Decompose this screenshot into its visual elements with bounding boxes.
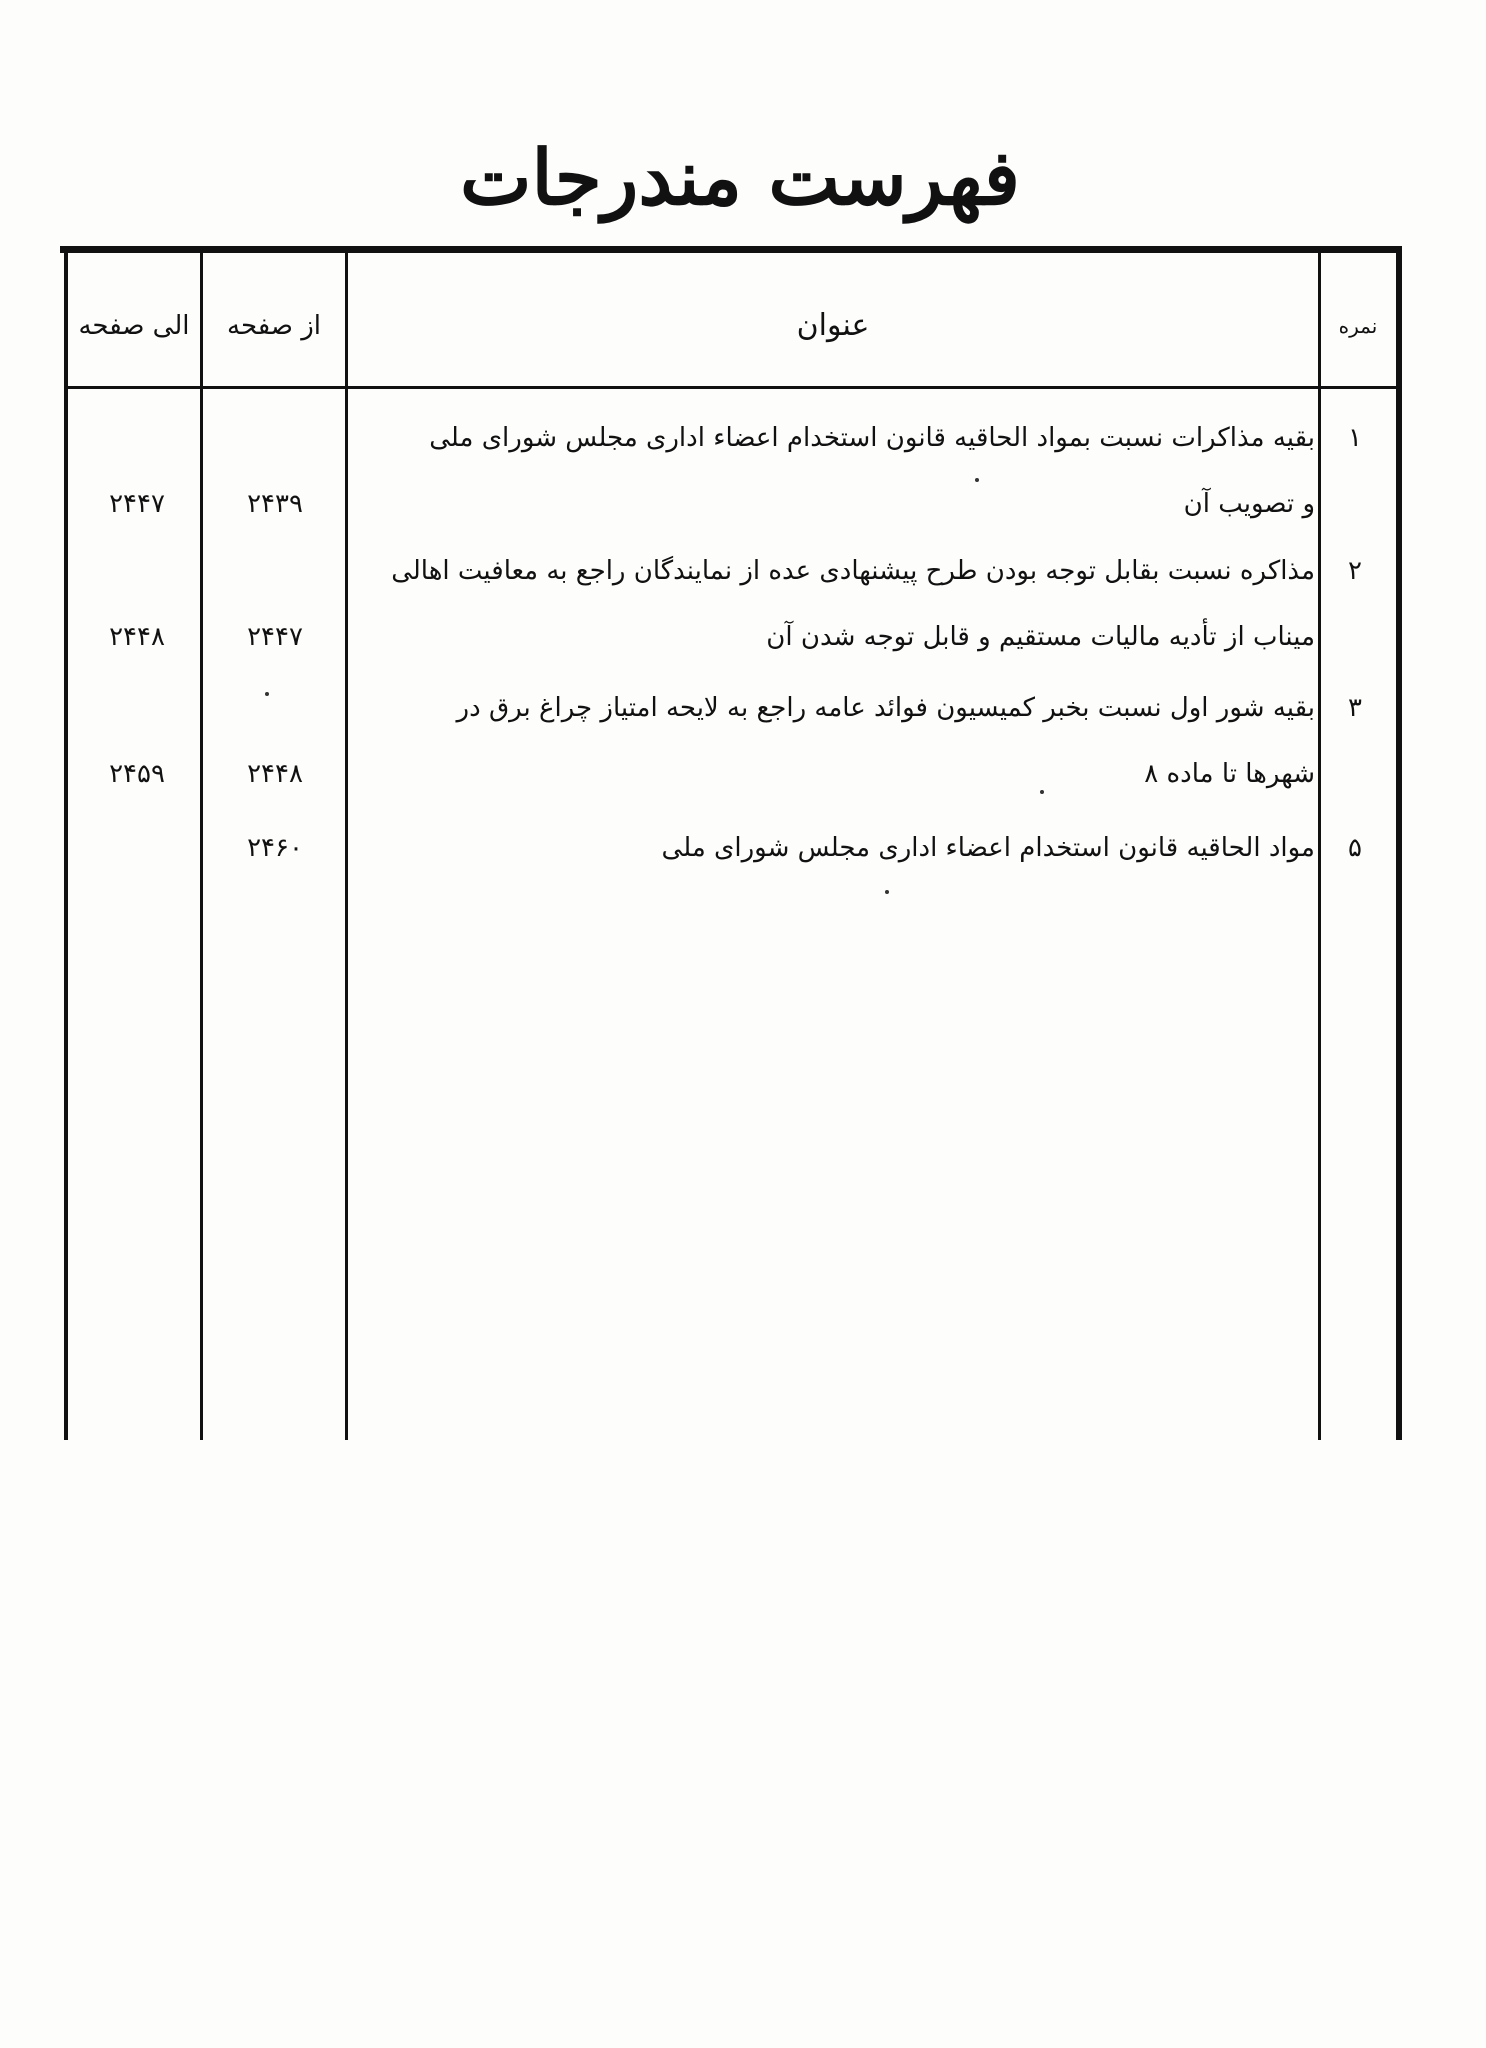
row-to-page: ۲۴۴۸ <box>109 622 165 652</box>
row-title-line: مواد الحاقیه قانون استخدام اعضاء اداری مجلس شورای ملی <box>661 833 1315 863</box>
row-title-line: شهرها تا ماده ۸ <box>1144 759 1315 789</box>
row-number: ۵ <box>1348 833 1362 863</box>
table-right-border <box>1396 246 1402 1440</box>
row-from-page: ۲۴۴۷ <box>247 622 303 652</box>
row-title <box>355 675 1315 807</box>
row-title-line: بقیه شور اول نسبت بخبر کمیسیون فوائد عامه راجع به لایحه امتیاز چراغ برق در <box>456 693 1315 723</box>
scan-speck <box>1040 790 1044 794</box>
row-title <box>355 815 1315 881</box>
row-title-line: و تصویب آن <box>1183 489 1315 519</box>
header-to-page: الی صفحه <box>78 311 190 341</box>
table-left-border <box>64 250 68 1440</box>
table-top-border <box>60 246 1400 253</box>
header-divider <box>66 386 1402 389</box>
column-divider-title-number <box>1318 250 1321 1440</box>
row-title-line: میناب از تأدیه مالیات مستقیم و قابل توجه شدن آن <box>766 622 1315 652</box>
row-from-page: ۲۴۴۸ <box>247 759 303 789</box>
row-to-page: ۲۴۵۹ <box>109 759 165 789</box>
column-divider-from-title <box>345 250 348 1440</box>
row-title <box>355 538 1315 670</box>
scan-speck <box>975 478 979 482</box>
row-title-line: مذاکره نسبت بقابل توجه بودن طرح پیشنهادی عده از نمایندگان راجع به معافیت اهالی <box>391 556 1315 586</box>
scan-speck <box>265 692 269 696</box>
row-from-page: ۲۴۳۹ <box>247 489 303 519</box>
header-number: نمره <box>1338 314 1378 338</box>
page-title: فهرست مندرجات <box>460 133 1020 222</box>
row-number: ۲ <box>1348 556 1362 586</box>
scan-speck <box>885 890 889 894</box>
header-title: عنوان <box>796 308 870 343</box>
row-number: ۱ <box>1348 423 1362 453</box>
row-title-line: بقیه مذاکرات نسبت بمواد الحاقیه قانون استخدام اعضاء اداری مجلس شورای ملی <box>429 423 1315 453</box>
row-to-page: ۲۴۴۷ <box>109 489 165 519</box>
row-title <box>355 405 1315 537</box>
header-from-page: از صفحه <box>227 311 321 341</box>
column-divider-to-from <box>200 250 203 1440</box>
row-number: ۳ <box>1348 693 1362 723</box>
row-from-page: ۲۴۶۰ <box>247 833 303 863</box>
